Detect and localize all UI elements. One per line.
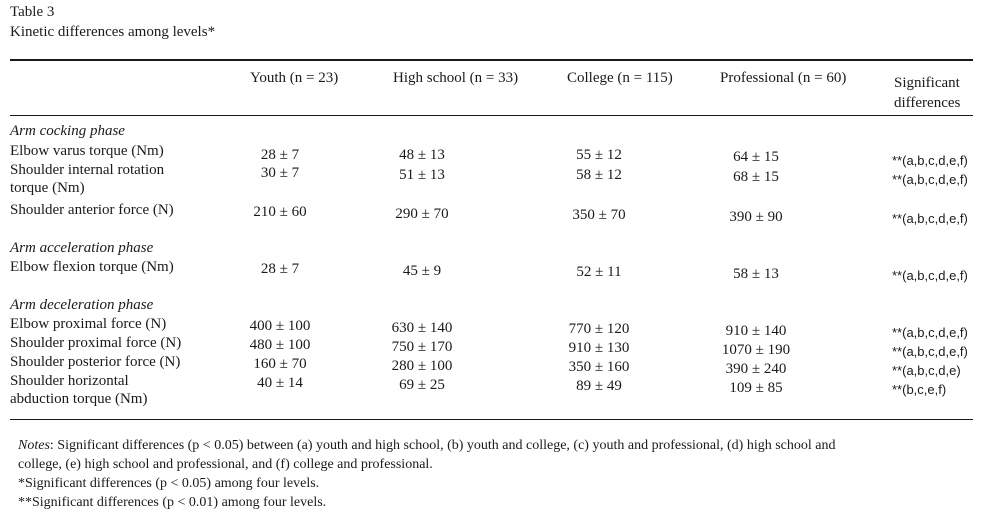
cell-college: 350 ± 160 (568, 359, 630, 375)
row-label: Elbow varus torque (Nm) (10, 143, 164, 159)
row-label: Elbow proximal force (N) (10, 316, 167, 332)
cell-professional: 58 ± 13 (733, 266, 779, 282)
cell-high-school: 280 ± 100 (391, 358, 453, 374)
col-header-professional: Professional (n = 60) (720, 70, 847, 86)
cell-high-school: 290 ± 70 (395, 206, 449, 222)
section-title: Arm acceleration phase (10, 240, 154, 256)
top-rule (10, 59, 973, 61)
bottom-rule (10, 419, 973, 420)
cell-professional: 68 ± 15 (733, 169, 779, 185)
row-label: Elbow flexion torque (Nm) (10, 259, 174, 275)
footnote-single-star: *Significant differences (p < 0.05) among four levels. (18, 476, 320, 491)
cell-college: 770 ± 120 (568, 321, 630, 337)
table-notes (18, 436, 983, 512)
cell-significance: **(a,b,c,d,e,f) (892, 211, 968, 226)
col-header-significant: Significant differences (894, 75, 961, 111)
cell-youth: 30 ± 7 (260, 165, 300, 181)
col-header-youth: Youth (n = 23) (250, 70, 339, 86)
cell-significance: **(a,b,c,d,e,f) (892, 172, 968, 187)
footnote-double-star: **Significant differences (p < 0.01) among four levels. (18, 495, 327, 510)
table-title: Table 3 (10, 4, 55, 20)
cell-high-school: 630 ± 140 (391, 320, 453, 336)
notes-line-1: Notes: Significant differences (p < 0.05) between (a) youth and high school, (b) youth and college, (c) youth and professional, (d) high school and (18, 438, 836, 453)
section-title: Arm cocking phase (10, 123, 125, 139)
col-header-college: College (n = 115) (567, 70, 673, 86)
cell-high-school: 51 ± 13 (399, 167, 445, 183)
row-label: Shoulder anterior force (N) (10, 202, 174, 218)
cell-college: 52 ± 11 (576, 264, 622, 280)
header-rule (10, 115, 973, 116)
cell-high-school: 45 ± 9 (402, 263, 442, 279)
row-label: Shoulder proximal force (N) (10, 335, 182, 351)
cell-significance: **(a,b,c,d,e,f) (892, 325, 968, 340)
row-label: Shoulder internal rotation torque (Nm) (10, 162, 165, 196)
cell-college: 89 ± 49 (576, 378, 622, 394)
cell-youth: 210 ± 60 (253, 204, 307, 220)
section-title: Arm deceleration phase (10, 297, 154, 313)
cell-significance: **(a,b,c,d,e,f) (892, 268, 968, 283)
cell-high-school: 750 ± 170 (391, 339, 453, 355)
cell-significance: **(a,b,c,d,e,f) (892, 153, 968, 168)
cell-youth: 480 ± 100 (249, 337, 311, 353)
col-header-high-school: High school (n = 33) (393, 70, 519, 86)
cell-professional: 390 ± 240 (725, 361, 787, 377)
cell-significance: **(a,b,c,d,e,f) (892, 344, 968, 359)
cell-college: 55 ± 12 (576, 147, 622, 163)
cell-youth: 28 ± 7 (260, 147, 300, 163)
cell-professional: 1070 ± 190 (721, 342, 791, 358)
cell-professional: 910 ± 140 (725, 323, 787, 339)
cell-high-school: 69 ± 25 (399, 377, 445, 393)
cell-professional: 109 ± 85 (729, 380, 783, 396)
cell-youth: 28 ± 7 (260, 261, 300, 277)
cell-college: 58 ± 12 (576, 167, 622, 183)
row-label: Shoulder horizontal abduction torque (Nm) (10, 373, 148, 407)
cell-youth: 160 ± 70 (253, 356, 307, 372)
cell-significance: **(b,c,e,f) (892, 382, 947, 397)
cell-high-school: 48 ± 13 (399, 147, 445, 163)
cell-college: 910 ± 130 (568, 340, 630, 356)
cell-youth: 40 ± 14 (257, 375, 303, 391)
cell-significance: **(a,b,c,d,e) (892, 363, 961, 378)
cell-youth: 400 ± 100 (249, 318, 311, 334)
row-label: Shoulder posterior force (N) (10, 354, 181, 370)
notes-line-2: college, (e) high school and professional, and (f) college and professional. (18, 457, 433, 472)
cell-professional: 64 ± 15 (733, 149, 779, 165)
cell-college: 350 ± 70 (572, 207, 626, 223)
cell-professional: 390 ± 90 (729, 209, 783, 225)
table-caption: Kinetic differences among levels* (10, 24, 216, 40)
